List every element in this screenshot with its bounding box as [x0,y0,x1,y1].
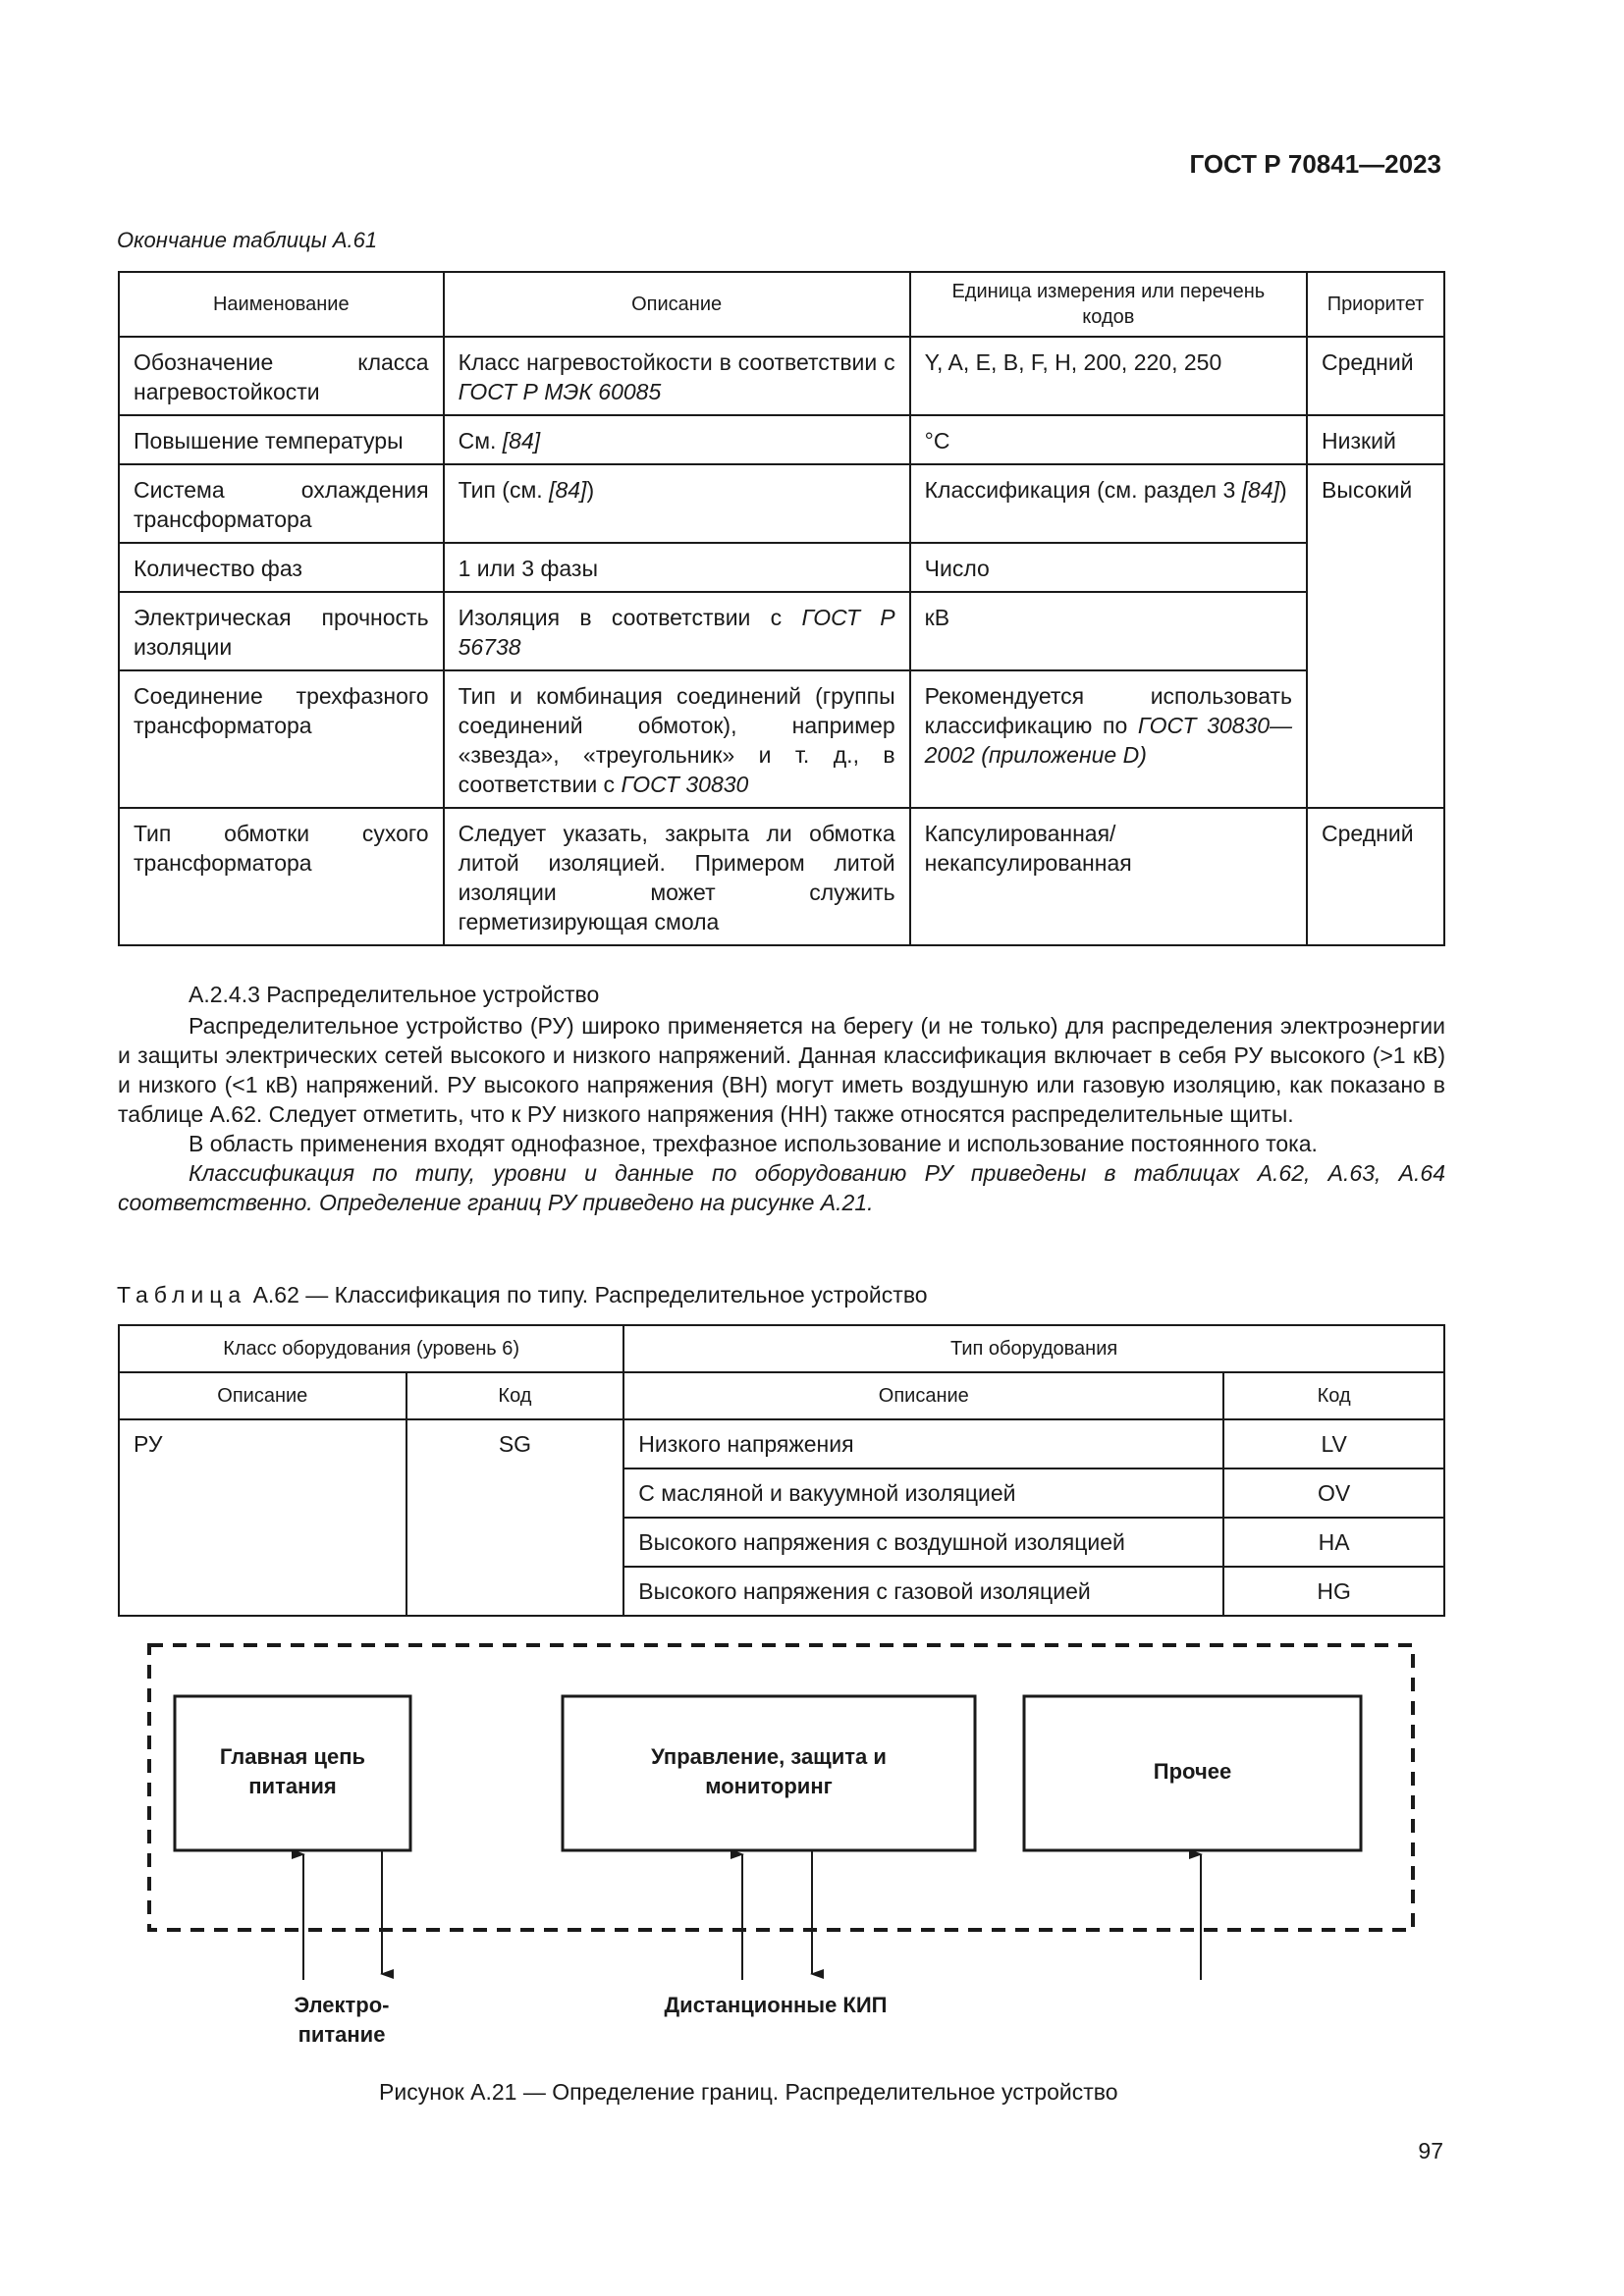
table-header-row [119,272,1444,337]
document-header: ГОСТ Р 70841—2023 [1189,149,1441,179]
table-row [119,543,1444,592]
figure-caption: Рисунок А.21 — Определение границ. Распределительное устройство [379,2079,1118,2105]
table-row [119,337,1444,415]
cell-priority: Высокий [1307,464,1444,808]
table-row [119,464,1444,543]
cell-unit: Классификация (см. раздел 3 [84]) [910,464,1307,543]
cell-unit: кВ [910,592,1307,670]
table-row [119,670,1444,808]
cell-class-description: РУ [119,1419,406,1616]
cell-type-code: HA [1223,1518,1444,1567]
column-header-name: Наименование [119,272,444,337]
cell-name: Соединение трехфазного трансформатора [119,670,444,808]
cell-description: Класс нагревостойкости в соответствии с ГОСТ Р МЭК 60085 [444,337,910,415]
table-header-row [119,1372,1444,1419]
cell-priority: Средний [1307,337,1444,415]
table-a62 [118,1324,1445,1617]
table-continuation-caption: Окончание таблицы А.61 [117,228,378,252]
column-header-class-code: Код [406,1372,624,1419]
cell-name: Электрическая прочность изоляции [119,592,444,670]
cell-description: Изоляция в соответствии с ГОСТ Р 56738 [444,592,910,670]
column-header-priority: Приоритет [1307,272,1444,337]
power-supply-label: Электро-питание [294,1993,390,2047]
cell-name: Количество фаз [119,543,444,592]
column-header-type-code: Код [1223,1372,1444,1419]
cell-description: Тип и комбинация соединений (группы соединений обмоток), например «звезда», «треугольник» и т. д., в соответствии с ГОСТ 30830 [444,670,910,808]
cell-name: Система охлаждения трансформатора [119,464,444,543]
paragraph: В область применения входят однофазное, трехфазное использование и использование постоянного тока. [189,1131,1318,1156]
group-header-class: Класс оборудования (уровень 6) [119,1325,623,1372]
cell-unit: Капсулированная/некапсулированная [910,808,1307,945]
main-power-label: Главная цепь питания [219,1744,366,1798]
cell-priority: Средний [1307,808,1444,945]
cell-description: 1 или 3 фазы [444,543,910,592]
other-label: Прочее [1153,1759,1232,1784]
cell-type-description: Низкого напряжения [623,1419,1223,1468]
cell-type-description: Высокого напряжения с воздушной изоляцией [623,1518,1223,1567]
cell-unit: Рекомендуется использовать классификацию по ГОСТ 30830—2002 (приложение D) [910,670,1307,808]
cell-unit: °C [910,415,1307,464]
table-row [119,808,1444,945]
table-a61 [118,271,1445,946]
remote-instruments-label: Дистанционные КИП [664,1993,888,2017]
table-caption: Таблица А.62 — Классификация по типу. Распределительное устройство [117,1282,928,1308]
column-header-class-description: Описание [119,1372,406,1419]
column-header-type-description: Описание [623,1372,1223,1419]
control-label: Управление, защита и мониторинг [651,1744,887,1798]
cell-name: Тип обмотки сухого трансформатора [119,808,444,945]
table-group-header-row [119,1325,1444,1372]
paragraph: Классификация по типу, уровни и данные по оборудованию РУ приведены в таблицах А.62, А.63, А.64 соответственно. Определение границ РУ приведено на рисунке А.21. [118,1160,1445,1215]
section-body [118,1011,1445,1217]
cell-description: Тип (см. [84]) [444,464,910,543]
cell-unit: Y, A, E, B, F, H, 200, 220, 250 [910,337,1307,415]
cell-unit: Число [910,543,1307,592]
section-heading: А.2.4.3 Распределительное устройство [189,982,600,1007]
column-header-description: Описание [444,272,910,337]
table-row [119,1419,1444,1468]
table-row [119,415,1444,464]
cell-name: Повышение температуры [119,415,444,464]
cell-class-code: SG [406,1419,624,1616]
cell-type-description: Высокого напряжения с газовой изоляцией [623,1567,1223,1616]
page-number: 97 [1418,2138,1443,2163]
cell-type-code: OV [1223,1468,1444,1518]
group-header-type: Тип оборудования [623,1325,1444,1372]
paragraph: Распределительное устройство (РУ) широко применяется на берегу (и не только) для распределения электроэнергии и защиты электрических сетей высокого и низкого напряжений. Данная классификация включает в себя РУ высокого (>1 кВ) и низкого (<1 кВ) напряжений. РУ высокого напряжения (ВН) могут иметь воздушную или газовую изоляцию, как показано в таблице А.62. Следует отметить, что к РУ низкого напряжения (НН) также относятся распределительные щиты. [118,1013,1445,1127]
cell-type-code: LV [1223,1419,1444,1468]
cell-description: См. [84] [444,415,910,464]
cell-priority: Низкий [1307,415,1444,464]
column-header-unit: Единица измерения или перечень кодов [910,272,1307,337]
table-row [119,592,1444,670]
cell-description: Следует указать, закрыта ли обмотка литой изоляцией. Примером литой изоляции может служить герметизирующая смола [444,808,910,945]
cell-type-code: HG [1223,1567,1444,1616]
cell-type-description: С масляной и вакуумной изоляцией [623,1468,1223,1518]
cell-name: Обозначение класса нагревостойкости [119,337,444,415]
